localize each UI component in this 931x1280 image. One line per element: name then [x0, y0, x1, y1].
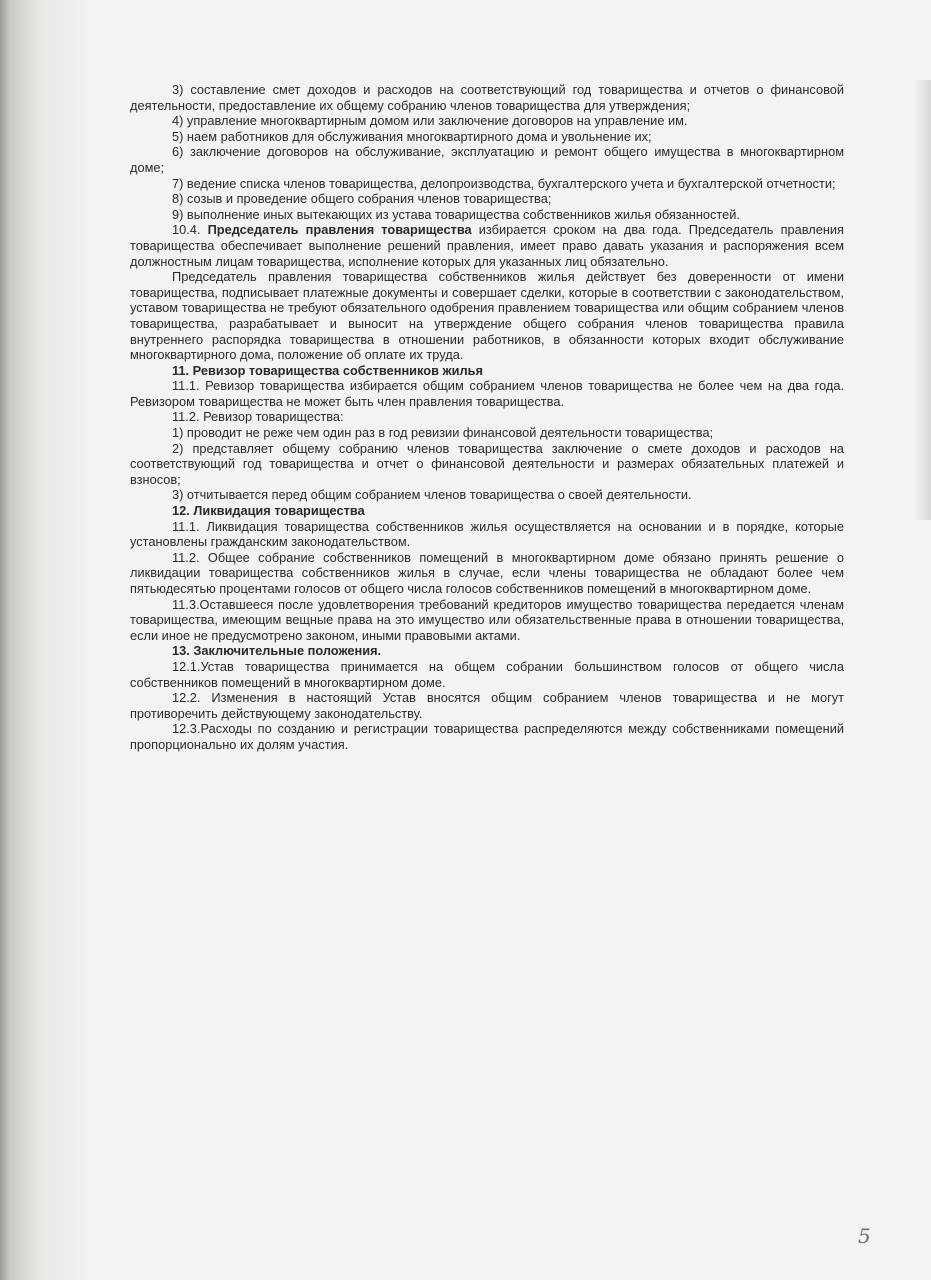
paragraph-item-3: 3) составление смет доходов и расходов на соответствующий год товарищества и отчетов о финансовой деятельности, предоставление их общему собранию членов товарищества для утверждения; — [130, 82, 844, 113]
paragraph-13-1: 12.1.Устав товарищества принимается на общем собрании большинством голосов от общего числа собственников помещений в многоквартирном доме. — [130, 658, 844, 690]
paragraph-item-7: 7) ведение списка членов товарищества, делопроизводства, бухгалтерского учета и бухгалтерской отчетности; — [172, 175, 836, 191]
page-number: 5 — [858, 1224, 871, 1248]
scan-bleed-through — [913, 80, 931, 520]
paragraph-12-2: 11.2. Общее собрание собственников помещений в многоквартирном доме обязано принять решение о ликвидации товарищества собственников жилья в случае, если члены товарищества не обладают более чем пятьюдесятью процентами голосов от общего числа голосов собственников помещений в многоквартирном доме. — [130, 549, 844, 596]
chairman-term: Председатель правления товарищества — [207, 222, 472, 238]
paragraph-chairman-powers: Председатель правления товарищества собственников жилья действует без доверенности от имени товарищества, подписывает платежные документы и совершает сделки, которые в соответствии с законодательством, уставом товарищества не требуют обязательного одобрения правлением товарищества или общим собранием членов товарищества, разрабатывает и выносит на утверждение общего собрания членов товарищества правила внутреннего распорядка товарищества в отношении работников, в обязанности которых входит обслуживание многоквартирного дома, положение об оплате их труда. — [130, 269, 844, 363]
scan-shadow-edge — [0, 0, 95, 1280]
section-12-heading: 12. Ликвидация товарищества — [172, 503, 365, 519]
paragraph-item-5: 5) наем работников для обслуживания многоквартирного дома и увольнение их; — [172, 128, 652, 144]
paragraph-10-4 — [130, 222, 844, 269]
document-body — [130, 82, 844, 753]
paragraph-item-8: 8) созыв и проведение общего собрания членов товарищества; — [172, 191, 552, 207]
clause-text: избирается сроком на два года. Председатель правления товарищества обеспечивает выполнение решений правления, имеет право давать указания и распоряжения всем должностным лицам товарищества, исполнение которых для указанных лиц обязательно. — [130, 222, 844, 269]
paragraph-11-2-1: 1) проводит не реже чем один раз в год ревизии финансовой деятельности товарищества; — [172, 425, 714, 441]
paragraph-13-2: 12.2. Изменения в настоящий Устав вносятся общим собранием членов товарищества и не могут противоречить действующему законодательству. — [130, 690, 844, 721]
paragraph-13-3: 12.3.Расходы по созданию и регистрации товарищества распределяются между собственниками помещений пропорционально их долям участия. — [130, 721, 844, 752]
paragraph-11-2-3: 3) отчитывается перед общим собранием членов товарищества о своей деятельности. — [172, 487, 692, 503]
paragraph-11-2-2: 2) представляет общему собранию членов товарищества заключение о смете доходов и расходов на соответствующий год товарищества и отчет о финансовой деятельности и размерах обязательных платежей и взносов; — [130, 440, 844, 487]
section-11-heading: 11. Ревизор товарищества собственников жилья — [172, 362, 483, 378]
paragraph-12-1: 11.1. Ликвидация товарищества собственников жилья осуществляется на основании и в порядке, которые установлены гражданским законодательством. — [130, 518, 844, 550]
paragraph-11-2: 11.2. Ревизор товарищества: — [172, 409, 344, 425]
paragraph-item-9: 9) выполнение иных вытекающих из устава товарищества собственников жилья обязанностей. — [172, 206, 740, 222]
section-13-heading: 13. Заключительные положения. — [172, 643, 382, 659]
paragraph-12-3: 11.3.Оставшееся после удовлетворения требований кредиторов имущество товарищества передается членам товарищества, имеющим вещные права на это имущество или обязательственные права в отношении товарищества, если иное не предусмотрено законом, иными правовыми актами. — [130, 596, 844, 643]
clause-number: 10.4. — [172, 222, 201, 238]
paragraph-item-4: 4) управление многоквартирным домом или заключение договоров на управление им. — [172, 113, 688, 129]
paragraph-item-6: 6) заключение договоров на обслуживание, эксплуатацию и ремонт общего имущества в многоквартирном доме; — [130, 144, 844, 175]
paragraph-11-1: 11.1. Ревизор товарищества избирается общим собранием членов товарищества не более чем на два года. Ревизором товарищества не может быть член правления товарищества. — [130, 378, 844, 409]
